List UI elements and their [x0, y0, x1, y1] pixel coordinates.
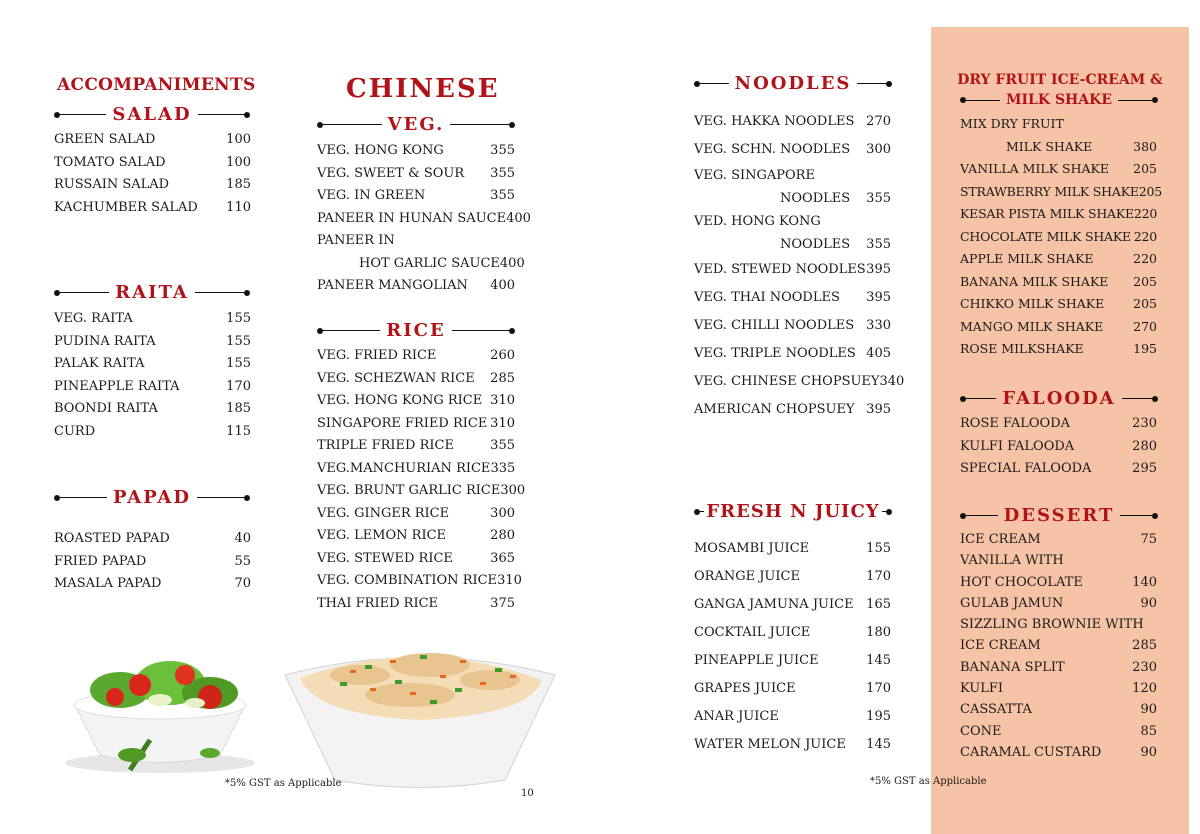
- ornament-dot: [244, 112, 250, 118]
- papad-heading: [54, 487, 250, 508]
- menu-item: NOODLES 355: [780, 237, 891, 252]
- menu-item: KACHUMBER SALAD 110: [54, 199, 251, 215]
- menu-item: VEG. CHILLI NOODLES 330: [694, 318, 891, 333]
- menu-item: MOSAMBI JUICE 155: [694, 541, 891, 556]
- menu-item: MANGO MILK SHAKE 270: [960, 318, 1157, 334]
- ornament-line: [857, 83, 886, 84]
- falooda-heading: [960, 388, 1158, 409]
- menu-item: VEG. GINGER RICE 300: [317, 505, 515, 521]
- menu-item: TOMATO SALAD 100: [54, 154, 251, 170]
- menu-item: KULFI 120: [960, 681, 1157, 697]
- menu-item: KESAR PISTA MILK SHAKE 220: [960, 206, 1158, 221]
- ornament-line: [195, 292, 244, 293]
- ornament-line: [323, 330, 380, 331]
- raita-list: [54, 308, 251, 443]
- veg-heading: [317, 114, 515, 135]
- menu-item: WATER MELON JUICE 145: [694, 737, 891, 752]
- menu-item: STRAWBERRY MILK SHAKE 205: [960, 183, 1163, 199]
- menu-item-line1: VANILLA WITH: [960, 553, 1064, 569]
- gst-note-right: *5% GST as Applicable: [870, 776, 987, 787]
- menu-item: CHIKKO MILK SHAKE 205: [960, 296, 1157, 311]
- menu-item: VEG. RAITA 155: [54, 311, 251, 326]
- shake-list: [960, 113, 1163, 361]
- menu-item: MASALA PAPAD 70: [54, 576, 251, 591]
- ornament-line: [1122, 398, 1152, 399]
- menu-item: CASSATTA 90: [960, 702, 1157, 718]
- ornament-dot: [1152, 396, 1158, 402]
- ornament-line: [60, 292, 109, 293]
- accompaniments-title: ACCOMPANIMENTS: [57, 75, 256, 95]
- menu-item: CONE 85: [960, 723, 1157, 739]
- menu-item: RUSSAIN SALAD 185: [54, 177, 251, 192]
- menu-item-line1: SIZZLING BROWNIE WITH: [960, 617, 1144, 633]
- juice-title: FRESH N JUICY: [706, 501, 880, 522]
- menu-item: VEG. HONG KONG 355: [317, 143, 515, 158]
- menu-item: NOODLES 355: [780, 191, 891, 206]
- menu-item: BANANA MILK SHAKE 205: [960, 273, 1157, 289]
- ornament-line: [700, 83, 729, 84]
- ornament-line: [323, 124, 382, 125]
- menu-item-line1: VED. HONG KONG: [694, 214, 821, 229]
- ornament-line: [1118, 100, 1152, 101]
- ornament-dot: [1152, 97, 1158, 103]
- menu-item: BANANA SPLIT 230: [960, 659, 1157, 675]
- dessert-heading: [960, 505, 1158, 526]
- menu-item: PANEER IN HUNAN SAUCE 400: [317, 210, 531, 226]
- menu-item: ROSE FALOODA 230: [960, 416, 1157, 431]
- menu-item: ICE CREAM 285: [960, 638, 1157, 654]
- ornament-dot: [244, 495, 250, 501]
- salad-title: SALAD: [112, 104, 192, 125]
- ornament-dot: [1152, 513, 1158, 519]
- noodles-title: NOODLES: [734, 73, 852, 94]
- veg-title: VEG.: [387, 114, 445, 135]
- fried-rice-bowl-photo: [280, 620, 560, 790]
- veg-list: [317, 140, 531, 298]
- menu-item: VEG. HONG KONG RICE 310: [317, 393, 515, 408]
- menu-item: CURD 115: [54, 423, 251, 439]
- menu-item: VEG. FRIED RICE 260: [317, 348, 515, 363]
- menu-item: SINGAPORE FRIED RICE 310: [317, 415, 515, 431]
- ornament-dot: [509, 122, 515, 128]
- menu-item: ROASTED PAPAD 40: [54, 531, 251, 546]
- menu-item: VEG. IN GREEN 355: [317, 188, 515, 203]
- menu-item: CHOCOLATE MILK SHAKE 220: [960, 228, 1157, 244]
- noodles-heading: [694, 73, 892, 94]
- rice-title: RICE: [386, 320, 446, 341]
- menu-item: VEG. THAI NOODLES 395: [694, 290, 891, 305]
- menu-item: VED. STEWED NOODLES 395: [694, 262, 891, 277]
- menu-item: PUDINA RAITA 155: [54, 333, 251, 349]
- menu-item: VEG. TRIPLE NOODLES 405: [694, 346, 891, 361]
- menu-item: VEG. SCHEZWAN RICE 285: [317, 370, 515, 386]
- shake-title-line1: DRY FRUIT ICE-CREAM &: [957, 72, 1163, 88]
- ornament-line: [966, 515, 998, 516]
- menu-item: BOONDI RAITA 185: [54, 401, 251, 416]
- menu-item-line1: VEG. SINGAPORE: [694, 168, 815, 183]
- salad-heading: [54, 104, 250, 125]
- menu-item: GANGA JAMUNA JUICE 165: [694, 597, 891, 612]
- ornament-line: [452, 330, 509, 331]
- menu-item: COCKTAIL JUICE 180: [694, 625, 891, 640]
- menu-item: ANAR JUICE 195: [694, 709, 891, 724]
- ornament-line: [60, 497, 107, 498]
- noodles-list: [694, 108, 905, 424]
- falooda-title: FALOODA: [1002, 388, 1116, 409]
- menu-item: PANEER MANGOLIAN 400: [317, 278, 515, 293]
- menu-item: SPECIAL FALOODA 295: [960, 461, 1157, 476]
- ornament-line: [966, 398, 996, 399]
- ornament-line: [966, 100, 1000, 101]
- menu-item: VEG. SWEET & SOUR 355: [317, 165, 515, 181]
- ornament-line: [198, 114, 244, 115]
- menu-item: CARAMAL CUSTARD 90: [960, 744, 1157, 760]
- menu-item: THAI FRIED RICE 375: [317, 595, 515, 611]
- menu-item: PINEAPPLE JUICE 145: [694, 653, 891, 668]
- ornament-dot: [509, 328, 515, 334]
- menu-item: VEG. COMBINATION RICE 310: [317, 573, 522, 588]
- menu-item: ICE CREAM 75: [960, 532, 1157, 547]
- menu-item: VEG. SCHN. NOODLES 300: [694, 142, 891, 157]
- ornament-dot: [886, 81, 892, 87]
- menu-item-line1: PANEER IN: [317, 233, 395, 248]
- menu-item: PINEAPPLE RAITA 170: [54, 378, 251, 394]
- menu-item: GREEN SALAD 100: [54, 132, 251, 147]
- menu-item: VEG.MANCHURIAN RICE 335: [317, 460, 516, 476]
- menu-item: KULFI FALOODA 280: [960, 438, 1157, 454]
- menu-item: FRIED PAPAD 55: [54, 553, 251, 569]
- menu-item: MILK SHAKE 380: [1006, 138, 1157, 154]
- menu-item-line1: MIX DRY FRUIT: [960, 116, 1064, 131]
- ornament-dot: [244, 290, 250, 296]
- gst-note: *5% GST as Applicable: [225, 778, 342, 789]
- menu-item: VEG. LEMON RICE 280: [317, 528, 515, 543]
- menu-item: VEG. CHINESE CHOPSUEY 340: [694, 374, 905, 389]
- salad-list: [54, 129, 251, 219]
- shake-title-line2: MILK SHAKE: [1006, 92, 1112, 108]
- menu-item: GULAB JAMUN 90: [960, 595, 1157, 611]
- menu-item: HOT GARLIC SAUCE 400: [359, 255, 525, 271]
- page-number: 10: [521, 788, 534, 799]
- menu-item: GRAPES JUICE 170: [694, 681, 891, 696]
- papad-title: PAPAD: [113, 487, 191, 508]
- salad-bowl-photo: [60, 645, 260, 775]
- menu-item: APPLE MILK SHAKE 220: [960, 251, 1157, 266]
- menu-item: VEG. STEWED RICE 365: [317, 550, 515, 566]
- menu-item: AMERICAN CHOPSUEY 395: [694, 402, 891, 417]
- shake-heading: [960, 92, 1158, 108]
- ornament-line: [450, 124, 509, 125]
- rice-list: [317, 345, 526, 615]
- menu-item: ORANGE JUICE 170: [694, 569, 891, 584]
- ornament-line: [1120, 515, 1152, 516]
- falooda-list: [960, 413, 1157, 481]
- rice-heading: [317, 320, 515, 341]
- chinese-title: CHINESE: [346, 74, 500, 104]
- juice-list: [694, 535, 891, 759]
- juice-heading: [694, 501, 892, 522]
- menu-item: VANILLA MILK SHAKE 205: [960, 161, 1157, 176]
- raita-title: RAITA: [115, 282, 189, 303]
- papad-list: [54, 528, 251, 596]
- ornament-dot: [886, 509, 892, 515]
- dessert-list: [960, 529, 1157, 763]
- menu-item: PALAK RAITA 155: [54, 356, 251, 371]
- ornament-line: [60, 114, 106, 115]
- dessert-title: DESSERT: [1003, 505, 1115, 526]
- menu-item: VEG. BRUNT GARLIC RICE 300: [317, 483, 526, 498]
- ornament-line: [197, 497, 244, 498]
- menu-item: TRIPLE FRIED RICE 355: [317, 438, 515, 453]
- menu-item: VEG. HAKKA NOODLES 270: [694, 114, 891, 129]
- raita-heading: [54, 282, 250, 303]
- menu-item: ROSE MILKSHAKE 195: [960, 341, 1157, 356]
- menu-item: HOT CHOCOLATE 140: [960, 574, 1157, 590]
